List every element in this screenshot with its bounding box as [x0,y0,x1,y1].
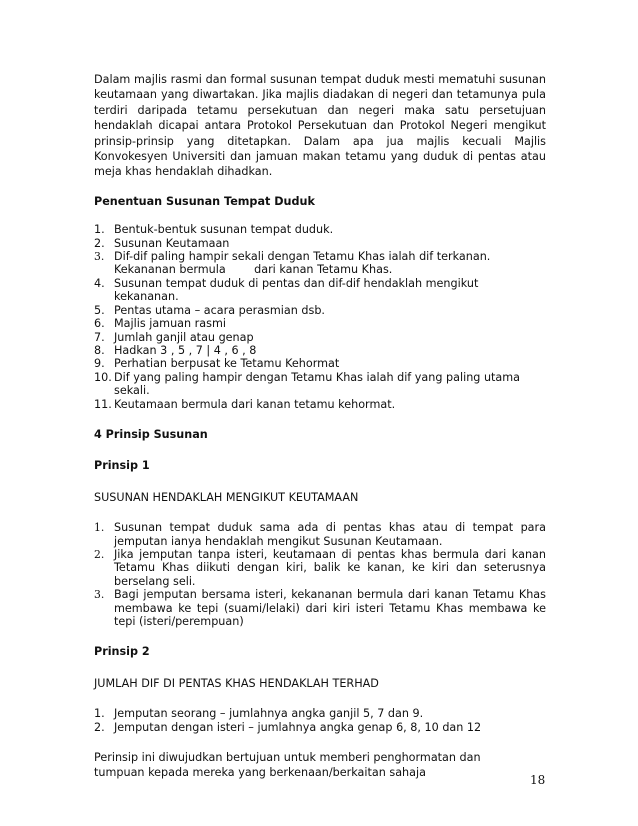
list-number: 1. [94,707,105,721]
list-text: Dif yang paling hampir dengan Tetamu Khas ialah dif yang paling utama sekali. [114,370,521,398]
prinsip-2-list [94,707,546,734]
list-text: Keutamaan bermula dari kanan tetamu kehormat. [114,397,396,411]
list-text: Susunan Keutamaan [114,236,230,250]
list-text: Susunan tempat duduk di pentas dan dif-dif hendaklah mengikut kekananan. [114,276,479,304]
list-number: 5. [94,303,105,317]
list-number: 7. [94,330,105,344]
list-number: 6. [94,317,105,331]
list-text: Hadkan 3 , 5 , 7 | 4 , 6 , 8 [114,343,257,357]
list-item [94,521,546,548]
list-text: Jemputan dengan isteri – jumlahnya angka genap 6, 8, 10 dan 12 [114,720,482,734]
section-heading-prinsip-susunan: 4 Prinsip Susunan [94,427,208,441]
list-text: Pentas utama – acara perasmian dsb. [114,303,325,317]
intro-paragraph: Dalam majlis rasmi dan formal susunan tempat duduk mesti mematuhi susunan keutamaan yang diwartakan. Jika majlis diadakan di negeri dan tetamunya pula terdiri daripada tetamu persekutuan dan negeri maka satu persetujuan hendaklah dicapai antara Protokol Persekutuan dan Protokol Negeri mengikut prinsip-prinsip yang ditetapkan. Dalam apa jua majlis kecuali Majlis Konvokesyen Universiti dan jamuan makan tetamu yang duduk di pentas atau meja khas hendaklah dihadkan. [94,73,546,179]
section-heading-penentuan: Penentuan Susunan Tempat Duduk [94,194,315,208]
list-text: Perhatian berpusat ke Tetamu Kehormat [114,357,340,371]
list-text: Dif-dif paling hampir sekali dengan Tetamu Khas ialah dif terkanan. Kekananan bermula dari kanan Tetamu Khas. [114,250,494,277]
list-item [94,304,546,317]
list-number: 10. [94,370,112,384]
prinsip-2-subtitle: JUMLAH DIF DI PENTAS KHAS HENDAKLAH TERHAD [94,676,379,690]
list-item [94,357,546,370]
list-number: 1. [94,521,105,535]
list-number: 8. [94,343,105,357]
section-heading-prinsip-2: Prinsip 2 [94,645,150,659]
list-number: 2. [94,236,105,250]
page-number: 18 [530,773,546,787]
list-item [94,250,546,277]
closing-line-1: Perinsip ini diwujudkan bertujuan untuk memberi penghormatan dan [94,751,481,765]
list-number: 2. [94,547,105,561]
list-item [94,721,546,734]
list-text: Susunan tempat duduk sama ada di pentas khas atau di tempat para jemputan ianya hendaklah mengikut Susunan Keutamaan. [114,521,546,548]
prinsip-1-list [94,521,546,628]
list-item [94,223,546,236]
list-item [94,588,546,628]
list-item [94,317,546,330]
penentuan-list [94,223,546,411]
list-text: Jumlah ganjil atau genap [114,330,254,344]
list-number: 2. [94,720,105,734]
list-item [94,237,546,250]
list-text: Bentuk-bentuk susunan tempat duduk. [114,223,334,237]
list-number: 9. [94,357,105,371]
list-item [94,707,546,720]
list-text: Jika jemputan tanpa isteri, keutamaan di pentas khas bermula dari kanan Tetamu Khas diikuti dengan kiri, balik ke kanan, ke kiri dan seterusnya berselang seli. [114,547,546,588]
list-number: 3. [94,250,105,264]
list-item [94,371,546,398]
list-number: 3. [94,588,105,602]
list-number: 1. [94,223,105,237]
list-number: 11. [94,397,112,411]
section-heading-prinsip-1: Prinsip 1 [94,459,150,473]
list-text: Bagi jemputan bersama isteri, kekananan bermula dari kanan Tetamu Khas membawa ke tepi (suami/lelaki) dari kiri isteri Tetamu Khas membawa ke tepi (isteri/perempuan) [114,588,546,628]
list-item [94,398,546,411]
closing-line-2: tumpuan kepada mereka yang berkenaan/berkaitan sahaja [94,766,426,780]
list-text: Majlis jamuan rasmi [114,317,226,331]
prinsip-1-subtitle: SUSUNAN HENDAKLAH MENGIKUT KEUTAMAAN [94,490,359,504]
list-item [94,548,546,588]
list-item [94,331,546,344]
list-text: Jemputan seorang – jumlahnya angka ganjil 5, 7 dan 9. [114,707,424,721]
list-item [94,344,546,357]
list-number: 4. [94,276,105,290]
document-page [94,72,546,781]
list-item [94,277,546,304]
